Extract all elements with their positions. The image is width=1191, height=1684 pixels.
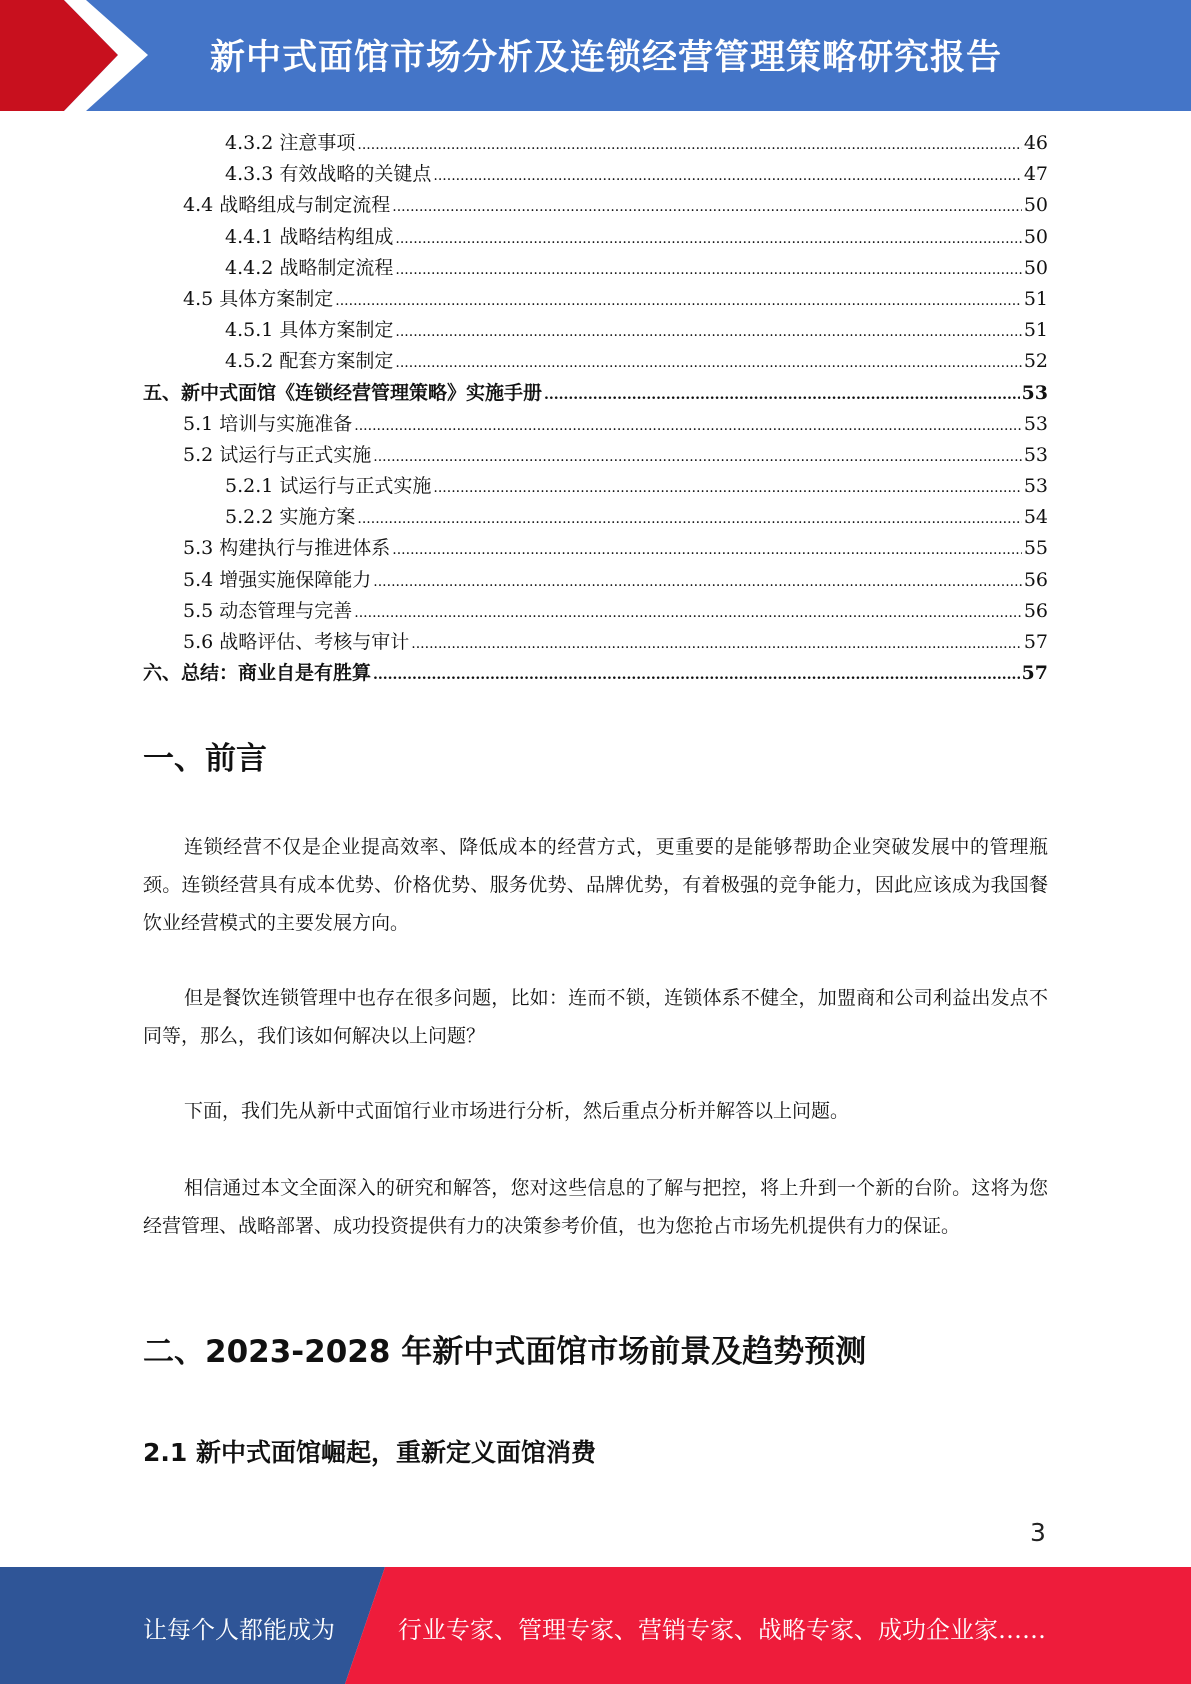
toc-entry-page: 50 xyxy=(1023,194,1048,217)
toc-entry[interactable] xyxy=(143,159,1048,190)
toc-entry-title: 六、总结：商业自是有胜算 xyxy=(143,662,372,685)
toc-entry-title: 4.4.2 战略制定流程 xyxy=(225,256,394,279)
toc-entry[interactable] xyxy=(143,596,1048,627)
footer-slogan-left: 让每个人都能成为 xyxy=(143,1616,335,1644)
toc-leader-dots xyxy=(395,317,1021,348)
page-footer xyxy=(0,1567,1191,1684)
toc-leader-dots xyxy=(395,348,1021,379)
toc-entry[interactable] xyxy=(143,346,1048,377)
toc-entry-title: 4.4.1 战略结构组成 xyxy=(225,225,394,248)
toc-entry[interactable] xyxy=(143,440,1048,471)
toc-entry[interactable] xyxy=(143,315,1048,346)
toc-entry-page: 53 xyxy=(1021,381,1048,404)
toc-leader-dots xyxy=(395,255,1021,286)
toc-entry[interactable] xyxy=(143,533,1048,564)
header-chevron-icon xyxy=(0,0,160,111)
toc-entry[interactable] xyxy=(143,128,1048,159)
paragraph: 但是餐饮连锁管理中也存在很多问题，比如：连而不锁，连锁体系不健全，加盟商和公司利益出发点不同等，那么，我们该如何解决以上问题？ xyxy=(143,987,1048,1047)
toc-leader-dots xyxy=(373,442,1022,473)
paragraph: 相信通过本文全面深入的研究和解答，您对这些信息的了解与把控，将上升到一个新的台阶。这将为您经营管理、战略部署、成功投资提供有力的决策参考价值，也为您抢占市场先机提供有力的保证。 xyxy=(143,1177,1048,1237)
toc-entry[interactable] xyxy=(143,565,1048,596)
toc-entry-page: 55 xyxy=(1023,537,1048,560)
toc-leader-dots xyxy=(433,161,1021,192)
report-title: 新中式面馆市场分析及连锁经营管理策略研究报告 xyxy=(210,38,1003,78)
toc-entry-page: 50 xyxy=(1023,225,1048,248)
toc-entry-title: 4.5.2 配套方案制定 xyxy=(225,350,394,373)
toc-entry-title: 4.5.1 具体方案制定 xyxy=(225,319,394,342)
toc-leader-dots xyxy=(433,473,1021,504)
page-number: 3 xyxy=(1030,1518,1046,1547)
toc-entry-title: 4.3.3 有效战略的关键点 xyxy=(225,163,432,186)
toc-entry-page: 51 xyxy=(1023,319,1048,342)
toc-entry-page: 53 xyxy=(1023,475,1048,498)
toc-entry-title: 4.4 战略组成与制定流程 xyxy=(183,194,391,217)
toc-entry-title: 5.2.1 试运行与正式实施 xyxy=(225,475,432,498)
toc-entry-title: 5.2.2 实施方案 xyxy=(225,506,356,529)
toc-entry-page: 57 xyxy=(1021,662,1048,685)
subsection-heading: 2.1 新中式面馆崛起，重新定义面馆消费 xyxy=(143,1438,596,1467)
toc-entry-page: 50 xyxy=(1023,256,1048,279)
toc-entry-page: 53 xyxy=(1023,443,1048,466)
toc-entry-title: 5.5 动态管理与完善 xyxy=(183,599,353,622)
toc-entry-page: 51 xyxy=(1023,287,1048,310)
toc-leader-dots xyxy=(373,567,1022,598)
toc-leader-dots xyxy=(395,224,1021,255)
toc-entry-page: 52 xyxy=(1023,350,1048,373)
toc-entry-title: 5.1 培训与实施准备 xyxy=(183,412,353,435)
toc-entry-page: 47 xyxy=(1023,163,1048,186)
toc-leader-dots xyxy=(411,629,1022,660)
toc-entry[interactable] xyxy=(143,253,1048,284)
toc-leader-dots xyxy=(354,411,1022,442)
toc-entry-title: 5.3 构建执行与推进体系 xyxy=(183,537,391,560)
toc-entry-title: 5.6 战略评估、考核与审计 xyxy=(183,631,410,653)
toc-leader-dots xyxy=(335,286,1022,317)
toc-leader-dots xyxy=(544,380,1020,411)
toc-entry[interactable] xyxy=(143,627,1048,658)
toc-leader-dots xyxy=(357,130,1021,161)
toc-leader-dots xyxy=(392,192,1022,223)
toc-entry-page: 56 xyxy=(1023,599,1048,622)
toc-entry-title: 4.5 具体方案制定 xyxy=(183,287,334,310)
toc-entry-title: 五、新中式面馆《连锁经营管理策略》实施手册 xyxy=(143,381,543,404)
toc-entry-title: 5.2 试运行与正式实施 xyxy=(183,443,372,466)
section-heading-preface: 一、前言 xyxy=(143,741,267,777)
toc-entry[interactable] xyxy=(143,222,1048,253)
toc-entry-title: 5.4 增强实施保障能力 xyxy=(183,568,372,591)
toc-entry[interactable] xyxy=(143,471,1048,502)
toc-entry-page: 56 xyxy=(1023,568,1048,591)
page-header xyxy=(0,0,1191,111)
toc-entry-page: 57 xyxy=(1023,631,1048,653)
toc-leader-dots xyxy=(392,535,1022,566)
footer-slogan-right: 行业专家、管理专家、营销专家、战略专家、成功企业家…… xyxy=(398,1616,1046,1644)
toc-leader-dots xyxy=(373,660,1020,691)
paragraph: 下面，我们先从新中式面馆行业市场进行分析，然后重点分析并解答以上问题。 xyxy=(184,1100,850,1122)
table-of-contents xyxy=(143,128,1048,689)
toc-entry-page: 53 xyxy=(1023,412,1048,435)
toc-leader-dots xyxy=(354,598,1022,629)
toc-entry-title: 4.3.2 注意事项 xyxy=(225,132,356,154)
toc-entry[interactable] xyxy=(143,502,1048,533)
toc-entry[interactable] xyxy=(143,378,1048,409)
toc-entry-page: 46 xyxy=(1023,132,1048,154)
section-heading-market-outlook: 二、2023-2028 年新中式面馆市场前景及趋势预测 xyxy=(143,1334,867,1370)
toc-leader-dots xyxy=(357,504,1021,535)
paragraph: 连锁经营不仅是企业提高效率、降低成本的经营方式，更重要的是能够帮助企业突破发展中的管理瓶颈。连锁经营具有成本优势、价格优势、服务优势、品牌优势，有着极强的竞争能力，因此应该成为我国餐饮业经营模式的主要发展方向。 xyxy=(143,836,1048,934)
toc-entry[interactable] xyxy=(143,409,1048,440)
toc-entry[interactable] xyxy=(143,284,1048,315)
toc-entry[interactable] xyxy=(143,190,1048,221)
toc-entry-page: 54 xyxy=(1023,506,1048,529)
toc-entry[interactable] xyxy=(143,658,1048,689)
